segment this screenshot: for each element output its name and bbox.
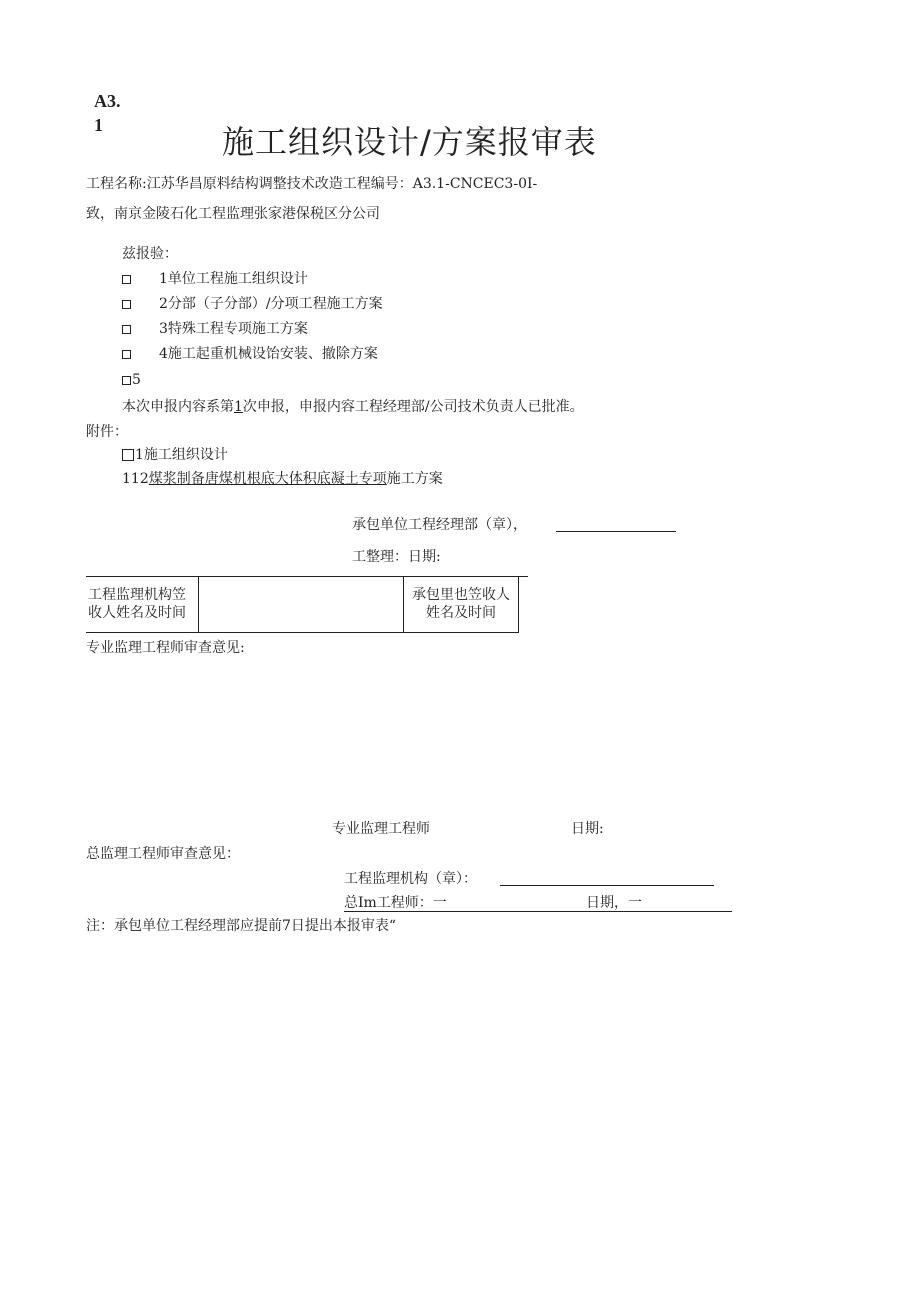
checkbox-option-1[interactable]	[122, 275, 131, 284]
option-label-1: 1单位工程施工组织设计	[159, 271, 308, 287]
option-label-3: 3特殊工程专项施工方案	[159, 321, 308, 337]
chief-sign-line[interactable]	[344, 911, 732, 912]
checkbox-option-5[interactable]	[122, 376, 131, 385]
form-title: 施工组织设计/方案报审表	[222, 123, 597, 161]
attachments-label: 附件：	[86, 424, 128, 440]
form-code-line-1: A3.	[94, 91, 121, 111]
form-code-line-2: 1	[94, 115, 103, 135]
checkbox-attachment-1[interactable]	[122, 449, 134, 461]
specialist-date-label: 日期:	[571, 821, 604, 837]
project-line: 工程名称:江苏华昌原料结构调整技术改造工程编号：A3.1-CNCEC3-0I-	[86, 176, 538, 192]
checkbox-option-3[interactable]	[122, 325, 131, 334]
declaration-prefix: 本次申报内容系第	[122, 399, 234, 415]
option-row-4	[122, 347, 378, 361]
option-row-2	[122, 297, 383, 311]
attachment-item-1	[122, 448, 228, 462]
option-row-3	[122, 322, 308, 336]
supervisor-receiver-label: 工程监理机构笠收人姓名及时间	[86, 576, 199, 633]
declaration	[122, 400, 584, 414]
submit-intro: 兹报验：	[122, 246, 178, 262]
attachment-item-2-suffix: 施工方案	[386, 471, 443, 487]
contractor-seal-line[interactable]	[556, 531, 676, 532]
option-label-5: 5	[132, 372, 141, 388]
contractor-receiver-label: 承包里也笠收人姓名及时间	[404, 576, 519, 633]
contractor-manager-date: 工整理：日期:	[352, 549, 441, 565]
footer-note: 注：承包单位工程经理部应提前7日提出本报审表“	[86, 918, 397, 934]
attachment-item-1-label: 1施工组织设计	[135, 447, 228, 463]
specialist-engineer-label: 专业监理工程师	[332, 821, 430, 837]
attachment-item-2-prefix: 112	[122, 471, 149, 487]
attachment-item-2	[122, 472, 443, 486]
chief-date-label: 日期，一	[586, 895, 642, 911]
checkbox-option-4[interactable]	[122, 350, 131, 359]
declaration-suffix: 次申报，申报内容工程经理部/公司技术负责人已批准。	[242, 399, 584, 415]
supervisor-receiver-field[interactable]	[199, 576, 404, 633]
chief-org-label: 工程监理机构（章）：	[344, 871, 477, 887]
addressee: 致，南京金陵石化工程监理张家港保税区分公司	[86, 206, 380, 222]
option-label-4: 4施工起重机械设饴安装、撤除方案	[159, 346, 378, 362]
option-label-2: 2分部（子分部）/分项工程施工方案	[159, 296, 383, 312]
attachment-item-2-underlined: 煤浆制备唐煤机根底大体积底凝土专项	[148, 471, 387, 487]
specialist-opinion-label: 专业监理工程师审查意见:	[86, 640, 245, 656]
option-row-1	[122, 272, 308, 286]
receipt-sign-table	[86, 576, 519, 633]
option-row-5	[122, 373, 141, 387]
chief-engineer-label: 总Im工程师：一	[344, 895, 447, 911]
contractor-dept-label: 承包单位工程经理部（章），	[352, 517, 527, 533]
chief-org-seal-line[interactable]	[500, 885, 714, 886]
declaration-count: 1	[234, 399, 243, 415]
chief-opinion-label: 总监理工程师审查意见：	[86, 846, 240, 862]
checkbox-option-2[interactable]	[122, 300, 131, 309]
